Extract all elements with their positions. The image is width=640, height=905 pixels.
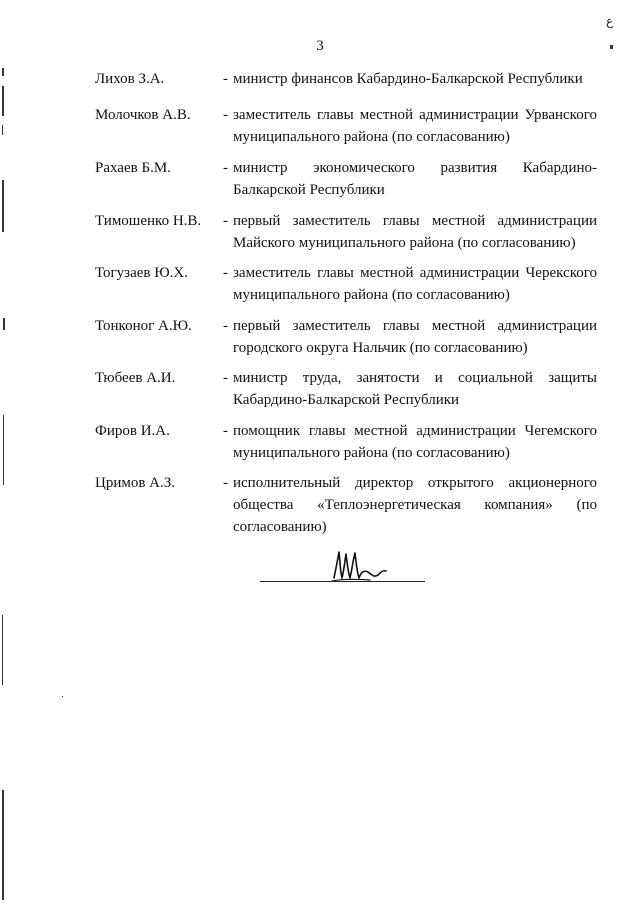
member-dash: - xyxy=(223,107,228,123)
member-role: первый заместитель главы местной администрации городского округа Нальчик (по согласованию) xyxy=(233,318,597,356)
scan-artifact xyxy=(2,180,4,232)
member-role: министр финансов Кабардино-Балкарской Республики xyxy=(233,71,583,87)
scan-artifact xyxy=(3,318,5,330)
member-name: Лихов З.А. xyxy=(95,71,165,87)
scan-artifact xyxy=(2,125,3,135)
scan-artifact xyxy=(2,615,3,685)
member-entry xyxy=(95,472,597,538)
scan-artifact xyxy=(2,86,4,116)
member-dash: - xyxy=(223,370,228,386)
member-role: исполнительный директор открытого акционерного общества «Теплоэнергетическая компания» (по согласованию) xyxy=(233,475,597,535)
scan-artifact xyxy=(3,415,4,485)
page-number: 3 xyxy=(316,38,324,54)
scan-artifact xyxy=(2,68,4,76)
member-dash: - xyxy=(223,318,228,334)
member-role: министр труда, занятости и социальной защиты Кабардино-Балкарской Республики xyxy=(233,370,597,408)
member-dash: - xyxy=(223,213,228,229)
member-name: Цримов А.З. xyxy=(95,475,176,491)
member-entry xyxy=(95,157,597,201)
member-name: Тюбеев А.И. xyxy=(95,370,176,386)
member-role: первый заместитель главы местной администрации Майского муниципального района (по согласованию) xyxy=(233,213,597,251)
scan-artifact xyxy=(610,45,613,49)
member-entry xyxy=(95,104,597,148)
member-dash: - xyxy=(223,423,228,439)
member-role: министр экономического развития Кабардино-Балкарской Республики xyxy=(233,160,597,198)
scan-artifact xyxy=(2,790,4,900)
member-dash: - xyxy=(223,160,228,176)
signature-block xyxy=(260,548,425,588)
member-dash: - xyxy=(223,265,228,281)
member-entry xyxy=(95,262,597,306)
member-dash: - xyxy=(223,475,228,491)
member-entry xyxy=(95,210,597,254)
member-dash: - xyxy=(223,71,228,87)
signature-line xyxy=(260,581,425,582)
member-entry xyxy=(95,68,597,90)
member-role: заместитель главы местной администрации Черекского муниципального района (по согласованию) xyxy=(233,265,597,303)
member-name: Тонконог А.Ю. xyxy=(95,318,192,334)
member-name: Фиров И.А. xyxy=(95,423,170,439)
member-entry xyxy=(95,420,597,464)
member-role: заместитель главы местной администрации Урванского муниципального района (по согласованию) xyxy=(233,107,597,145)
corner-mark: ع xyxy=(606,14,614,28)
member-entry xyxy=(95,315,597,359)
member-name: Рахаев Б.М. xyxy=(95,160,171,176)
scan-artifact xyxy=(62,696,63,697)
member-entry xyxy=(95,367,597,411)
member-name: Тогузаев Ю.Х. xyxy=(95,265,189,281)
member-role: помощник главы местной администрации Чегемского муниципального района (по согласованию) xyxy=(233,423,597,461)
member-name: Тимошенко Н.В. xyxy=(95,213,202,229)
member-name: Молочков А.В. xyxy=(95,107,191,123)
